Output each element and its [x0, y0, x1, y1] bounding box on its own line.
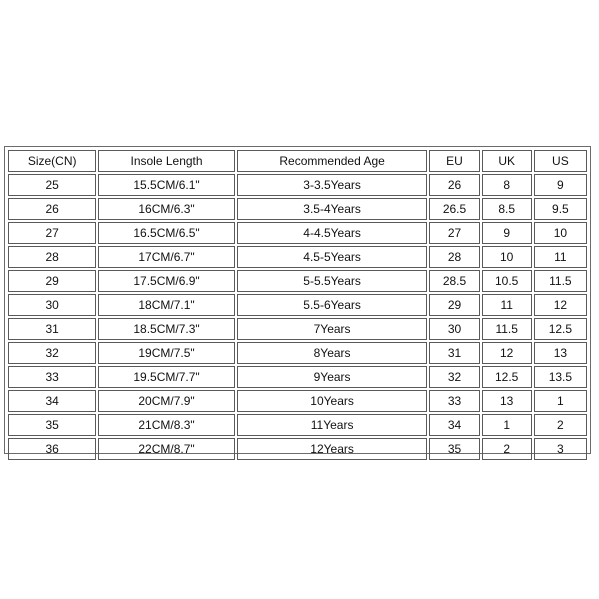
cell-uk: 8.5 [482, 198, 532, 220]
cell-size-cn: 35 [8, 414, 96, 436]
cell-us: 11.5 [534, 270, 587, 292]
cell-insole-length: 19.5CM/7.7" [98, 366, 234, 388]
size-chart-table [6, 148, 589, 462]
cell-eu: 26 [429, 174, 479, 196]
cell-size-cn: 30 [8, 294, 96, 316]
table-row [8, 414, 587, 436]
table-row [8, 390, 587, 412]
table-row [8, 270, 587, 292]
table-row [8, 222, 587, 244]
cell-insole-length: 18.5CM/7.3" [98, 318, 234, 340]
header-eu: EU [429, 150, 479, 172]
table-row [8, 366, 587, 388]
cell-recommended-age: 7Years [237, 318, 428, 340]
cell-recommended-age: 11Years [237, 414, 428, 436]
cell-recommended-age: 5-5.5Years [237, 270, 428, 292]
cell-size-cn: 28 [8, 246, 96, 268]
cell-uk: 13 [482, 390, 532, 412]
table-row [8, 342, 587, 364]
cell-uk: 11.5 [482, 318, 532, 340]
cell-uk: 9 [482, 222, 532, 244]
cell-uk: 10 [482, 246, 532, 268]
cell-insole-length: 17.5CM/6.9" [98, 270, 234, 292]
cell-uk: 11 [482, 294, 532, 316]
cell-recommended-age: 4.5-5Years [237, 246, 428, 268]
cell-insole-length: 21CM/8.3" [98, 414, 234, 436]
cell-recommended-age: 5.5-6Years [237, 294, 428, 316]
cell-size-cn: 36 [8, 438, 96, 460]
cell-eu: 30 [429, 318, 479, 340]
header-size-cn: Size(CN) [8, 150, 96, 172]
cell-recommended-age: 8Years [237, 342, 428, 364]
cell-uk: 8 [482, 174, 532, 196]
cell-eu: 26.5 [429, 198, 479, 220]
cell-insole-length: 17CM/6.7" [98, 246, 234, 268]
table-row [8, 318, 587, 340]
header-insole-length: Insole Length [98, 150, 234, 172]
cell-uk: 2 [482, 438, 532, 460]
cell-eu: 31 [429, 342, 479, 364]
header-uk: UK [482, 150, 532, 172]
cell-recommended-age: 9Years [237, 366, 428, 388]
cell-us: 3 [534, 438, 587, 460]
cell-insole-length: 22CM/8.7" [98, 438, 234, 460]
cell-us: 1 [534, 390, 587, 412]
cell-us: 9 [534, 174, 587, 196]
cell-eu: 34 [429, 414, 479, 436]
cell-us: 13.5 [534, 366, 587, 388]
table-row [8, 174, 587, 196]
cell-us: 9.5 [534, 198, 587, 220]
table-row [8, 438, 587, 460]
cell-eu: 33 [429, 390, 479, 412]
size-chart-frame [4, 146, 591, 454]
cell-eu: 28 [429, 246, 479, 268]
table-row [8, 198, 587, 220]
cell-eu: 29 [429, 294, 479, 316]
cell-us: 12 [534, 294, 587, 316]
cell-insole-length: 15.5CM/6.1" [98, 174, 234, 196]
cell-eu: 27 [429, 222, 479, 244]
cell-us: 2 [534, 414, 587, 436]
cell-size-cn: 27 [8, 222, 96, 244]
cell-size-cn: 29 [8, 270, 96, 292]
cell-insole-length: 20CM/7.9" [98, 390, 234, 412]
cell-recommended-age: 3-3.5Years [237, 174, 428, 196]
cell-recommended-age: 4-4.5Years [237, 222, 428, 244]
header-recommended-age: Recommended Age [237, 150, 428, 172]
cell-uk: 1 [482, 414, 532, 436]
cell-size-cn: 26 [8, 198, 96, 220]
header-us: US [534, 150, 587, 172]
table-row [8, 246, 587, 268]
cell-eu: 35 [429, 438, 479, 460]
cell-us: 13 [534, 342, 587, 364]
cell-insole-length: 16.5CM/6.5" [98, 222, 234, 244]
cell-us: 10 [534, 222, 587, 244]
cell-size-cn: 31 [8, 318, 96, 340]
header-row [8, 150, 587, 172]
cell-eu: 32 [429, 366, 479, 388]
cell-size-cn: 25 [8, 174, 96, 196]
cell-us: 11 [534, 246, 587, 268]
cell-insole-length: 19CM/7.5" [98, 342, 234, 364]
cell-uk: 12.5 [482, 366, 532, 388]
cell-uk: 12 [482, 342, 532, 364]
cell-recommended-age: 3.5-4Years [237, 198, 428, 220]
cell-insole-length: 16CM/6.3" [98, 198, 234, 220]
cell-eu: 28.5 [429, 270, 479, 292]
table-row [8, 294, 587, 316]
cell-size-cn: 32 [8, 342, 96, 364]
cell-size-cn: 33 [8, 366, 96, 388]
cell-recommended-age: 12Years [237, 438, 428, 460]
cell-us: 12.5 [534, 318, 587, 340]
cell-uk: 10.5 [482, 270, 532, 292]
cell-insole-length: 18CM/7.1" [98, 294, 234, 316]
cell-recommended-age: 10Years [237, 390, 428, 412]
cell-size-cn: 34 [8, 390, 96, 412]
